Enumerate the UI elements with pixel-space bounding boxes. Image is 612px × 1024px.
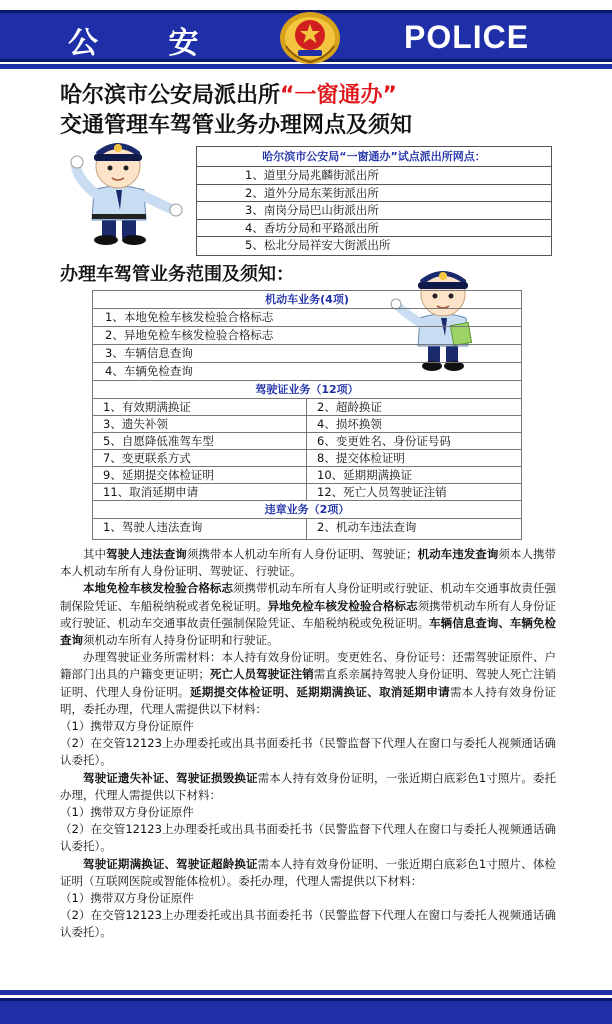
notes-bold: 异地免检车核发检验合格标志 — [267, 598, 418, 613]
scope-title: 办理车驾管业务范围及须知： — [60, 264, 294, 285]
motor-item: 3、车辆信息查询 — [93, 345, 521, 363]
notes-text: 办理驾驶证业务所需材料：本人持有效身份证明。变更姓名、身份证号：还需驾驶证原件、户籍部门出具的户籍变更证明； — [60, 650, 556, 682]
notes-list-item: （1）携带双方身份证原件 — [60, 805, 194, 820]
license-row — [93, 484, 521, 501]
notes-bold: 驾驶人违法查询 — [106, 547, 187, 561]
police-emblem-icon — [278, 10, 342, 66]
title-line1-highlight: “一窗通办” — [280, 83, 397, 108]
network-item: 2、道外分局东莱街派出所 — [197, 185, 551, 203]
notes-list-item: （1）携带双方身份证原件 — [60, 719, 194, 734]
title-line2: 交通管理车驾管业务办理网点及须知 — [60, 113, 413, 138]
notes-bold: 延期提交体检证明、延期期满换证、取消延期申请 — [190, 684, 450, 699]
motor-item: 1、本地免检车核发检验合格标志 — [93, 309, 521, 327]
footer-banner — [0, 990, 612, 1024]
notes-list-item: （2）在交管12123上办理委托或出具书面委托书（民警监督下代理人在窗口与委托人视频通话确认委托）。 — [60, 822, 556, 854]
business-table — [92, 290, 522, 540]
notes-paragraph — [60, 546, 556, 580]
notes-body — [60, 546, 556, 942]
network-item: 4、香坊分局和平路派出所 — [197, 220, 551, 238]
network-item: 5、松北分局祥安大街派出所 — [245, 238, 391, 252]
license-row — [93, 450, 521, 467]
header-gongan-text: 公 安 — [68, 26, 229, 61]
notes-list-item: （1）携带双方身份证原件 — [60, 891, 194, 906]
motor-vehicle-header: 机动车业务(4项) — [93, 291, 521, 309]
police-officer-saluting-icon — [58, 136, 188, 248]
notes-text: 须本人携带本人机动车所有人身份证明、驾驶证、行驶证。 — [60, 547, 557, 579]
motor-item: 2、异地免检车核发检验合格标志 — [93, 327, 521, 345]
notes-list-item: （2）在交管12123上办理委托或出具书面委托书（民警监督下代理人在窗口与委托人视频通话确认委托）。 — [60, 908, 556, 940]
motor-item: 4、车辆免检查询 — [93, 363, 521, 381]
notes-text: 须携带机动车所有人身份证明或行驶证、机动车交通事故责任强制保险凭证、车船税纳税或者免税证明。 — [60, 581, 557, 613]
license-item: 11、取消延期申请 — [93, 484, 307, 500]
violation-item: 2、机动车违法查询 — [317, 520, 417, 534]
notes-text: 须携带本人机动车所有人身份证明、驾驶证； — [186, 547, 418, 561]
notes-bold: 驾驶证遗失补证、驾驶证损毁换证 — [83, 770, 258, 785]
notes-bold: 驾驶证期满换证、驾驶证超龄换证 — [83, 856, 258, 871]
notes-bold: 本地免检车核发检验合格标志 — [83, 581, 233, 596]
license-row — [93, 416, 521, 433]
license-item: 6、变更姓名、身份证号码 — [317, 434, 451, 448]
license-item: 3、遗失补领 — [93, 416, 307, 432]
license-row — [93, 467, 521, 484]
license-item: 1、有效期满换证 — [93, 399, 307, 415]
license-item: 2、超龄换证 — [317, 400, 382, 414]
notes-text: 需本人持有效身份证明，一张近期白底彩色1寸照片。委托办理，代理人需提供以下材料： — [60, 770, 556, 802]
notes-text: 需本人持有效身份证明、一张近期白底彩色1寸照片、体检证明（互联网医院或智能体检机）。委托办理，代理人需提供以下材料： — [60, 856, 556, 888]
license-item: 12、死亡人员驾驶证注销 — [317, 485, 447, 499]
license-item: 10、延期期满换证 — [317, 468, 413, 482]
footer-bar — [0, 998, 612, 1024]
notes-paragraph — [60, 580, 556, 649]
violation-row — [93, 519, 521, 539]
license-item: 7、变更联系方式 — [93, 450, 307, 466]
notes-text: 须机动车所有人持身份证明和行驶证。 — [83, 633, 279, 648]
notes-list-item: （2）在交管12123上办理委托或出具书面委托书（民警监督下代理人在窗口与委托人视频通话确认委托）。 — [60, 736, 556, 768]
notes-bold: 死亡人员驾驶证注销 — [209, 667, 314, 682]
network-item: 3、南岗分局巴山街派出所 — [197, 202, 551, 220]
license-row — [93, 433, 521, 450]
license-item: 8、提交体检证明 — [317, 451, 405, 465]
notes-bold: 机动车违发查询 — [417, 547, 499, 561]
notes-text: 需本人持有效身份证明，委托办理，代理人需提供以下材料： — [60, 684, 557, 716]
network-table — [196, 146, 552, 256]
title-line1 — [60, 78, 397, 109]
notes-paragraph — [60, 649, 556, 718]
notes-bold: 车辆信息查询、车辆免检查询 — [60, 615, 556, 648]
license-item: 9、延期提交体检证明 — [93, 467, 307, 483]
license-item: 5、自愿降低准驾车型 — [93, 433, 307, 449]
license-header: 驾驶证业务（12项） — [93, 381, 521, 399]
license-item: 4、损坏换领 — [317, 417, 382, 431]
footer-stripe — [0, 990, 612, 995]
license-row — [93, 399, 521, 416]
header-banner — [0, 0, 612, 70]
violation-header: 违章业务（2项） — [93, 501, 521, 519]
network-heading: 哈尔滨市公安局“一窗通办”试点派出所网点： — [197, 147, 551, 167]
title-line1-prefix: 哈尔滨市公安局派出所 — [60, 83, 281, 108]
header-police-text: POLICE — [404, 19, 530, 55]
notes-text: 其中 — [83, 547, 107, 561]
notes-text: 需直系亲属持驾驶人身份证明、驾驶人死亡注销证明、代理人身份证明。 — [60, 667, 557, 699]
notes-paragraph — [60, 856, 556, 890]
violation-item: 1、驾驶人违法查询 — [93, 519, 307, 539]
network-item: 1、道里分局兆麟街派出所 — [197, 167, 551, 185]
notes-paragraph — [60, 770, 556, 804]
notes-text: 须携带机动车所有人身份证或行驶证、机动车交通事故责任强制保险凭证、车船税纳税或免税证明。 — [60, 598, 557, 630]
